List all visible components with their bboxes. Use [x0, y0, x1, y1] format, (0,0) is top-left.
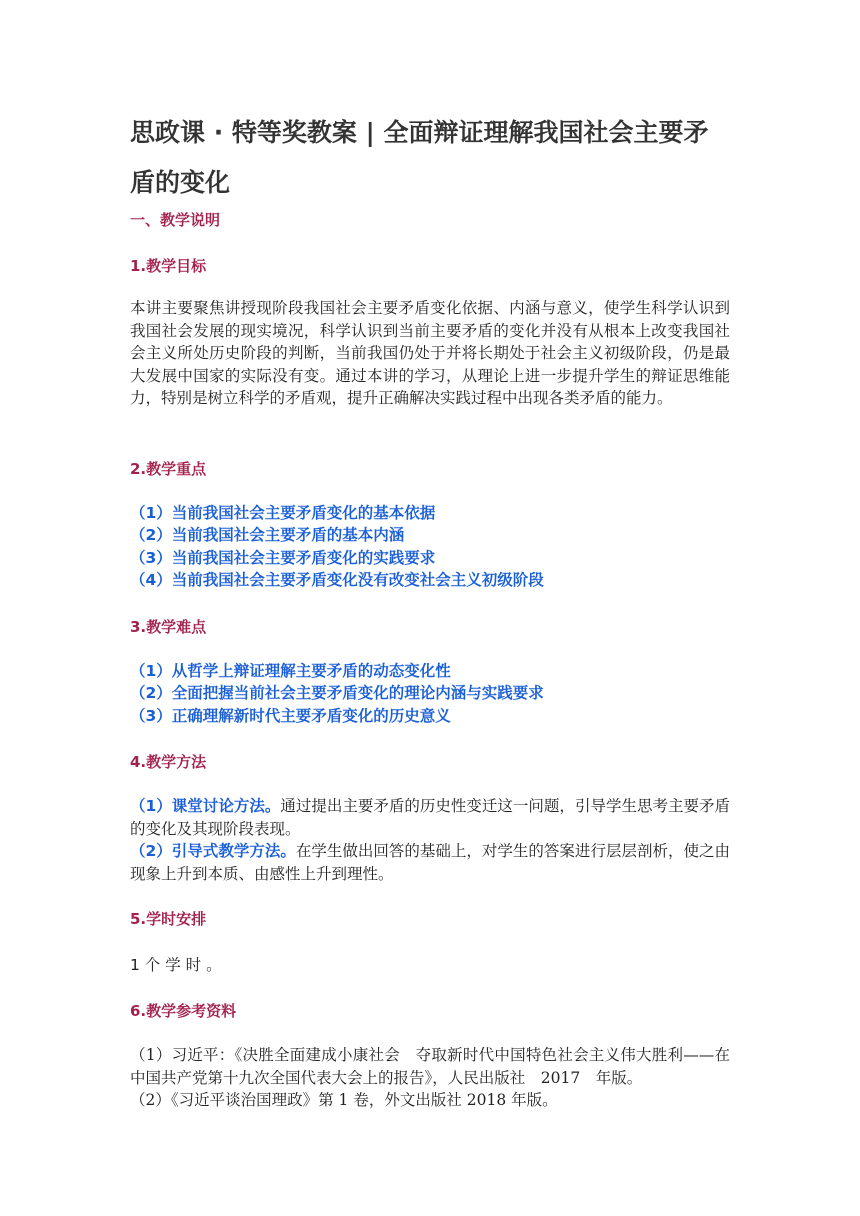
heading-teaching-methods: 4.教学方法 [130, 753, 207, 771]
heading-difficulties: 3.教学难点 [130, 618, 207, 636]
difficulty-item: （1）从哲学上辩证理解主要矛盾的动态变化性 [130, 662, 451, 680]
difficulty-item: （2）全面把握当前社会主要矛盾变化的理论内涵与实践要求 [130, 684, 544, 703]
teaching-methods-list [130, 795, 730, 885]
method-item [130, 795, 730, 840]
schedule-text: 1 个 学 时 。 [130, 956, 222, 974]
section-heading-teaching-notes: 一、教学说明 [130, 211, 221, 229]
reference-item: （2）《习近平谈治国理政》第 1 卷，外文出版社 2018 年版。 [130, 1091, 558, 1110]
page-title: 思政课 · 特等奖教案 | 全面辩证理解我国社会主要矛盾的变化 [130, 118, 709, 197]
difficulties-list [130, 660, 730, 727]
heading-teaching-goal: 1.教学目标 [130, 257, 207, 275]
method-lead: （1）课堂讨论方法。 [130, 797, 281, 815]
method-text: 通过提出主要矛盾的历史性变迁这一问题，引导学生思考主要矛盾的变化及其现阶段表现。 [130, 797, 730, 838]
key-point-item: （1）当前我国社会主要矛盾变化的基本依据 [130, 504, 436, 522]
key-points-list [130, 502, 730, 592]
method-lead: （2）引导式教学方法。 [130, 842, 296, 861]
heading-references: 6.教学参考资料 [130, 1002, 237, 1020]
reference-item: （1）习近平：《决胜全面建成小康社会 夺取新时代中国特色社会主义伟大胜利——在中国共产党第十九次全国代表大会上的报告》，人民出版社 2017 年版。 [130, 1046, 730, 1087]
method-text: 在学生做出回答的基础上，对学生的答案进行层层剖析，使之由现象上升到本质、由感性上升到理性。 [130, 842, 730, 883]
teaching-goal-text: 本讲主要聚焦讲授现阶段我国社会主要矛盾变化依据、内涵与意义，使学生科学认识到我国社会发展的现实境况，科学认识到当前主要矛盾的变化并没有从根本上改变我国社会主义所处历史阶段的判断，当前我国仍处于并将长期处于社会主义初级阶段，仍是最大发展中国家的实际没有变。通过本讲的学习，从理论上进一步提升学生的辩证思维能力，特别是树立科学的矛盾观，提升正确解决实践过程中出现各类矛盾的能力。 [130, 299, 730, 408]
key-point-item: （2）当前我国社会主要矛盾的基本内涵 [130, 526, 405, 545]
key-point-item: （3）当前我国社会主要矛盾变化的实践要求 [130, 548, 436, 567]
heading-key-points: 2.教学重点 [130, 460, 207, 478]
heading-schedule: 5.学时安排 [130, 910, 207, 928]
key-point-item: （4）当前我国社会主要矛盾变化没有改变社会主义初级阶段 [130, 571, 544, 590]
references-list [130, 1044, 730, 1112]
difficulty-item: （3）正确理解新时代主要矛盾变化的历史意义 [130, 706, 451, 725]
method-item [130, 840, 730, 885]
